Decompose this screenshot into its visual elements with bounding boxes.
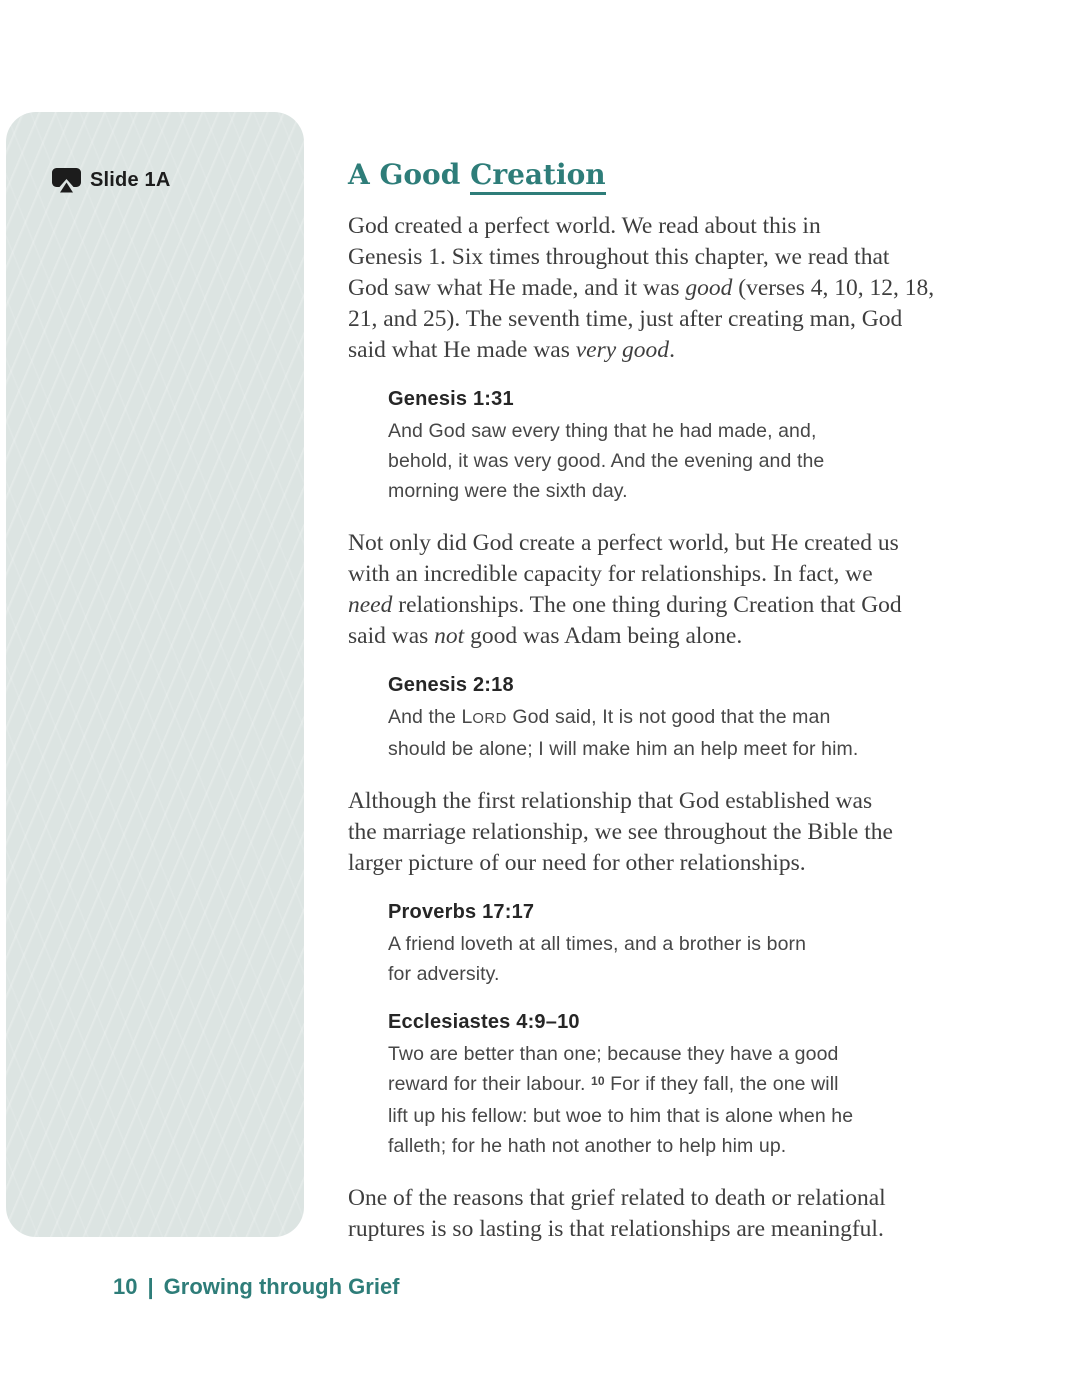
text-run: relationships. The one thing during Creation that God [392,592,902,618]
section-heading [348,160,1008,190]
text-line: A friend loveth at all times, and a brother is born [388,933,807,955]
text-line [388,702,1008,734]
verse-text [388,702,1008,764]
text-line: 21, and 25). The seventh time, just after creating man, God [348,306,903,332]
italic-run: very good [575,337,670,363]
superscript-verse-number: 10 [591,1073,605,1088]
italic-run: not [434,623,465,649]
text-run: said was [348,623,435,649]
text-line: falleth; for he hath not another to help him up. [388,1135,787,1157]
paragraph [348,786,1008,879]
slide-label: Slide 1A [90,169,171,191]
text-line: behold, it was very good. And the evening and the [388,450,825,472]
slide-sidebar-panel [6,112,304,1237]
heading-underlined-word: Creation [470,158,606,195]
scripture-block [388,388,1008,506]
text-line [348,273,1008,304]
smallcaps-run: ORD [472,711,507,727]
text-line: should be alone; I will make him an help meet for him. [388,738,859,760]
airplay-slide-icon [52,168,81,193]
text-run: And the L [388,706,473,728]
text-line [388,1069,1008,1101]
text-line: Not only did God create a perfect world, but He created us [348,530,899,556]
book-title: Growing through Grief [163,1274,400,1299]
text-line: And God saw every thing that he had made, and, [388,420,817,442]
text-run: God said, It is not good that the man [506,706,831,728]
verse-reference: Genesis 2:18 [388,674,514,696]
text-run: said what He made was [348,337,576,363]
text-line: for adversity. [388,963,500,985]
text-run: (verses 4, 10, 12, 18, [732,275,935,301]
italic-run: good [685,275,733,301]
text-line: Genesis 1. Six times throughout this chapter, we read that [348,244,890,270]
text-run: God saw what He made, and it was [348,275,686,301]
verse-text [388,416,1008,506]
text-line [348,590,1008,621]
scripture-block [388,1011,1008,1161]
italic-run: need [348,592,393,618]
text-line: God created a perfect world. We read about this in [348,213,821,239]
footer-divider: | [147,1274,154,1299]
text-line [348,621,1008,652]
verse-reference: Genesis 1:31 [388,388,514,410]
slide-tag [52,168,171,193]
text-line: Although the first relationship that God established was [348,788,873,814]
verse-text [388,1039,1008,1161]
page-footer [113,1274,400,1300]
verse-text [388,929,1008,989]
text-line: ruptures is so lasting is that relationships are meaningful. [348,1216,884,1242]
scripture-block [388,901,1008,989]
paragraph [348,1183,1008,1245]
verse-reference: Ecclesiastes 4:9–10 [388,1011,580,1033]
main-content [348,160,1008,1267]
text-line: morning were the sixth day. [388,480,628,502]
paragraph [348,528,1008,652]
text-line: lift up his fellow: but woe to him that is alone when he [388,1105,854,1127]
text-line: larger picture of our need for other relationships. [348,850,806,876]
heading-plain-text: A Good [348,158,471,191]
page-number: 10 [113,1274,138,1299]
scripture-block [388,674,1008,764]
text-line: the marriage relationship, we see throughout the Bible the [348,819,893,845]
text-line: with an incredible capacity for relationships. In fact, we [348,561,873,587]
text-run: . [669,337,675,363]
paragraph [348,211,1008,366]
text-run: good was Adam being alone. [464,623,743,649]
text-line: Two are better than one; because they have a good [388,1043,839,1065]
text-run: reward for their labour. [388,1073,592,1095]
text-run: For if they fall, the one will [604,1073,839,1095]
text-line: One of the reasons that grief related to death or relational [348,1185,886,1211]
verse-reference: Proverbs 17:17 [388,901,535,923]
text-line [348,335,1008,366]
